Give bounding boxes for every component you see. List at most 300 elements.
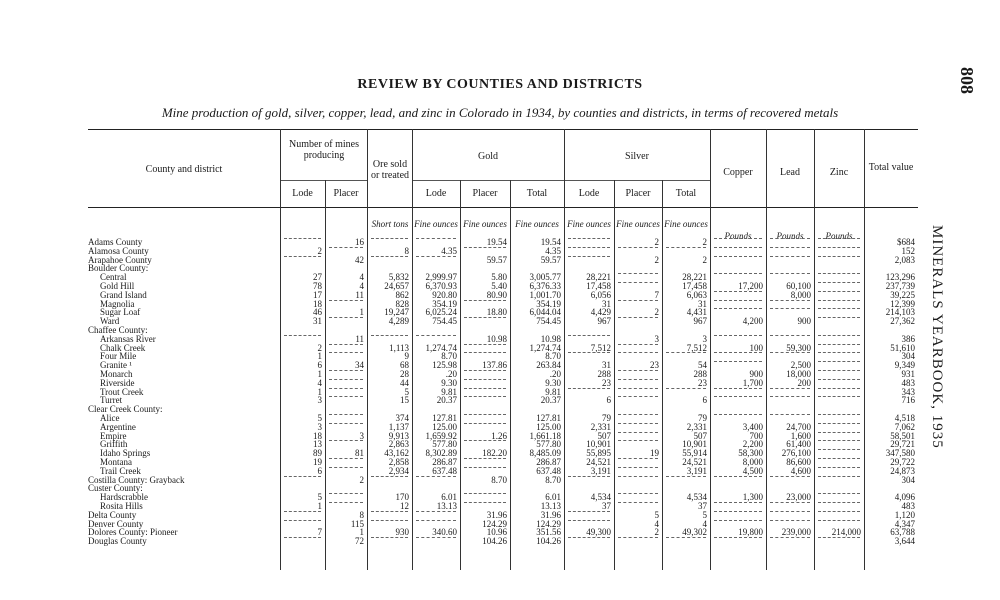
cell-lode: 31: [313, 316, 322, 327]
row-name: Turret: [100, 395, 123, 406]
cell-g-lode: 9.30: [441, 377, 457, 388]
cell-lead: 18,000: [786, 368, 811, 379]
table-row: [88, 291, 918, 300]
empty-cell-leader: [464, 317, 506, 318]
empty-cell-leader: [770, 476, 810, 477]
cell-g-total: 31.96: [540, 509, 561, 520]
cell-lode: 17: [313, 289, 322, 300]
cell-g-placer: 59.57: [486, 254, 507, 265]
cell-value: 9,349: [894, 360, 915, 371]
cell-g-placer: 80.90: [486, 289, 507, 300]
row-name: Montana: [100, 456, 132, 467]
empty-cell-leader: [329, 423, 363, 424]
cell-ore: 15: [400, 395, 409, 406]
empty-cell-leader: [770, 520, 810, 521]
cell-placer: 16: [355, 237, 364, 247]
cell-value: 63,788: [890, 527, 915, 538]
cell-value: 304: [901, 474, 915, 485]
empty-cell-leader: [568, 537, 610, 538]
cell-s-total: 54: [698, 360, 707, 371]
row-name: Gold Hill: [100, 280, 135, 291]
cell-s-placer: 2: [654, 307, 659, 318]
row-name: Sugar Loaf: [100, 307, 141, 318]
cell-s-total: 7,512: [686, 342, 707, 353]
unit-gold-lode: Fine ounces: [414, 219, 458, 229]
empty-cell-leader: [618, 352, 658, 353]
cell-s-total: 3,191: [686, 465, 707, 476]
cell-ore: 9: [404, 351, 409, 362]
cell-value: 12,399: [890, 298, 915, 309]
table-row: [88, 370, 918, 379]
cell-g-lode: 577.80: [432, 439, 457, 450]
table-row: [88, 388, 918, 397]
empty-cell-leader: [464, 300, 506, 301]
cell-s-total: 967: [693, 316, 707, 327]
empty-cell-leader: [618, 502, 658, 503]
cell-ore: 828: [395, 298, 409, 309]
cell-ore: 5,832: [388, 272, 409, 283]
empty-cell-leader: [770, 238, 810, 239]
empty-cell-leader: [714, 511, 762, 512]
row-name: Custer County:: [88, 483, 143, 494]
cell-s-lode: 49,300: [586, 527, 611, 538]
row-name: Adams County: [88, 237, 143, 247]
empty-cell-leader: [464, 414, 506, 415]
empty-cell-leader: [714, 502, 762, 503]
cell-ore: 68: [400, 360, 409, 371]
cell-value: 237,739: [885, 280, 915, 291]
cell-value: 343: [901, 386, 915, 397]
running-header: [915, 225, 975, 455]
cell-ore: 2,863: [388, 439, 409, 450]
empty-cell-leader: [666, 352, 706, 353]
cell-g-total: 754.45: [536, 316, 561, 327]
empty-cell-leader: [329, 440, 363, 441]
cell-lode: 89: [313, 448, 322, 459]
empty-cell-leader: [618, 247, 658, 248]
empty-cell-leader: [618, 396, 658, 397]
empty-cell-leader: [818, 449, 860, 450]
cell-placer: 11: [355, 333, 364, 344]
empty-cell-leader: [371, 537, 408, 538]
empty-cell-leader: [329, 458, 363, 459]
cell-s-placer: 5: [654, 509, 659, 520]
cell-ore: 5: [404, 386, 409, 397]
empty-cell-leader: [464, 370, 506, 371]
cell-value: 58,501: [890, 430, 915, 441]
row-name: Griffith: [100, 439, 128, 450]
cell-g-lode: 9.81: [441, 386, 457, 397]
cell-value: 386: [901, 333, 915, 344]
header-top-rule: [88, 129, 918, 130]
cell-s-lode: 24,521: [586, 456, 611, 467]
cell-s-total: 5: [702, 509, 707, 520]
cell-value: 304: [901, 351, 915, 362]
cell-copper: 58,300: [738, 448, 763, 459]
empty-cell-leader: [770, 335, 810, 336]
table-row: [88, 308, 918, 317]
cell-lead: 276,100: [781, 448, 811, 459]
cell-s-total: 2: [702, 254, 707, 265]
empty-cell-leader: [770, 300, 810, 301]
gold-sub-rule: [412, 180, 564, 181]
cell-s-total: 288: [693, 368, 707, 379]
empty-cell-leader: [818, 352, 860, 353]
empty-cell-leader: [818, 317, 860, 318]
empty-cell-leader: [818, 361, 860, 362]
cell-g-total: 6,376.33: [529, 280, 561, 291]
cell-lode: 2: [317, 342, 322, 353]
cell-copper: 8,000: [742, 456, 763, 467]
cell-placer: 42: [355, 254, 364, 265]
cell-g-total: 127.81: [536, 412, 561, 423]
cell-value: 39,225: [890, 289, 915, 300]
cell-copper: 700: [749, 430, 763, 441]
empty-cell-leader: [714, 352, 762, 353]
header-lead: Lead: [780, 167, 800, 178]
cell-ore: 12: [400, 500, 409, 511]
cell-placer: 1: [359, 307, 364, 318]
cell-s-lode: 37: [602, 500, 611, 511]
empty-cell-leader: [714, 247, 762, 248]
cell-s-lode: 2,331: [590, 421, 611, 432]
empty-cell-leader: [818, 388, 860, 389]
row-name: Argentine: [100, 421, 136, 432]
empty-cell-leader: [329, 467, 363, 468]
cell-copper: 17,200: [738, 280, 763, 291]
cell-s-lode: 967: [597, 316, 611, 327]
cell-s-lode: 10,901: [586, 439, 611, 450]
row-name: Ward: [100, 316, 120, 327]
row-name: Magnolia: [100, 298, 135, 309]
cell-s-total: 2: [702, 237, 707, 247]
cell-g-lode: 6.01: [441, 492, 457, 503]
cell-ore: 8: [404, 245, 409, 256]
cell-zinc: 214,000: [831, 527, 861, 538]
header-mines: Number of mines producing: [289, 139, 359, 161]
cell-g-total: 59.57: [540, 254, 561, 265]
cell-s-total: 24,521: [682, 456, 707, 467]
cell-lode: 13: [313, 439, 322, 450]
empty-cell-leader: [714, 308, 762, 309]
cell-g-total: .20: [549, 368, 561, 379]
silver-sub-rule: [564, 180, 710, 181]
cell-g-lode: 286.87: [432, 456, 457, 467]
empty-cell-leader: [770, 273, 810, 274]
cell-lead: 24,700: [786, 421, 811, 432]
empty-cell-leader: [666, 388, 706, 389]
empty-cell-leader: [329, 344, 363, 345]
empty-cell-leader: [618, 467, 658, 468]
header-silver-lode: Lode: [578, 188, 600, 199]
cell-s-lode: 7,512: [590, 342, 611, 353]
empty-cell-leader: [464, 344, 506, 345]
row-name: Douglas County: [88, 536, 147, 547]
row-name: Trail Creek: [100, 465, 141, 476]
cell-lode: 6: [317, 360, 322, 371]
cell-placer: 4: [359, 272, 364, 283]
cell-g-lode: 1,274.74: [425, 342, 457, 353]
empty-cell-leader: [714, 396, 762, 397]
cell-g-placer: 5.80: [491, 272, 507, 283]
empty-cell-leader: [371, 335, 408, 336]
cell-copper: 100: [749, 342, 763, 353]
cell-s-lode: 6,056: [590, 289, 611, 300]
empty-cell-leader: [284, 520, 321, 521]
cell-lode: 4: [317, 377, 322, 388]
cell-s-placer: 23: [650, 360, 659, 371]
cell-lode: 18: [313, 430, 322, 441]
cell-s-total: 79: [698, 412, 707, 423]
empty-cell-leader: [714, 238, 762, 239]
cell-ore: 1,113: [389, 342, 409, 353]
cell-ore: 24,657: [384, 280, 409, 291]
cell-g-total: 286.87: [536, 456, 561, 467]
empty-cell-leader: [284, 476, 321, 477]
header-gold-placer: Placer: [472, 188, 498, 199]
cell-copper: 1,300: [742, 492, 763, 503]
cell-ore: 2,858: [388, 456, 409, 467]
row-name: Central: [100, 272, 127, 283]
cell-lode: 5: [317, 492, 322, 503]
cell-s-placer: 7: [654, 289, 659, 300]
empty-cell-leader: [818, 379, 860, 380]
table-row: [88, 493, 918, 502]
cell-g-total: 3,005.77: [529, 272, 561, 283]
cell-g-placer: 124.29: [482, 518, 507, 529]
cell-s-total: 37: [698, 500, 707, 511]
unit-silver-total: Fine ounces: [664, 219, 708, 229]
cell-value: 483: [901, 377, 915, 388]
header-silver-total: Total: [675, 188, 697, 199]
cell-value: 152: [901, 245, 915, 256]
cell-s-total: 28,221: [682, 272, 707, 283]
cell-placer: 81: [355, 448, 364, 459]
cell-g-placer: 31.96: [486, 509, 507, 520]
cell-s-total: 4,431: [686, 307, 707, 318]
cell-s-total: 10,901: [682, 439, 707, 450]
empty-cell-leader: [568, 238, 610, 239]
empty-cell-leader: [818, 282, 860, 283]
sub-header-rule: [280, 180, 367, 181]
cell-ore: 170: [395, 492, 409, 503]
cell-copper: 19,800: [738, 527, 763, 538]
unit-silver-lode: Fine ounces: [567, 219, 611, 229]
empty-cell-leader: [329, 247, 363, 248]
cell-g-placer: 18.80: [486, 307, 507, 318]
empty-cell-leader: [770, 511, 810, 512]
cell-s-placer: 3: [654, 333, 659, 344]
empty-cell-leader: [818, 432, 860, 433]
cell-g-total: 8,485.09: [529, 448, 561, 459]
cell-g-total: 10.98: [540, 333, 561, 344]
cell-placer: 8: [359, 509, 364, 520]
cell-placer: 4: [359, 280, 364, 291]
empty-cell-leader: [568, 388, 610, 389]
empty-cell-leader: [416, 511, 456, 512]
cell-s-placer: 2: [654, 527, 659, 538]
cell-g-lode: 4.35: [441, 245, 457, 256]
empty-cell-leader: [416, 476, 456, 477]
cell-placer: 2: [359, 474, 364, 485]
row-name: Denver County: [88, 518, 144, 529]
cell-lode: 1: [317, 386, 322, 397]
row-name: Riverside: [100, 377, 135, 388]
empty-cell-leader: [371, 520, 408, 521]
cell-g-total: 8.70: [545, 351, 561, 362]
cell-lode: 19: [313, 456, 322, 467]
empty-cell-leader: [770, 502, 810, 503]
empty-cell-leader: [329, 388, 363, 389]
table-row: [88, 317, 918, 326]
cell-ore: 930: [395, 527, 409, 538]
cell-s-lode: 288: [597, 368, 611, 379]
row-name: Grand Island: [100, 289, 147, 300]
empty-cell-leader: [714, 273, 762, 274]
table-row: [88, 396, 918, 405]
cell-s-total: 6,063: [686, 289, 707, 300]
empty-cell-leader: [568, 476, 610, 477]
table-row: [88, 256, 918, 265]
cell-g-lode: 754.45: [432, 316, 457, 327]
row-name: Dolores County: Pioneer: [88, 527, 178, 538]
cell-g-total: 124.29: [536, 518, 561, 529]
cell-s-lode: 4,429: [590, 307, 611, 318]
empty-cell-leader: [818, 520, 860, 521]
cell-value: 123,296: [885, 272, 915, 283]
empty-cell-leader: [714, 537, 762, 538]
table-body: [88, 238, 918, 546]
empty-cell-leader: [618, 458, 658, 459]
empty-cell-leader: [329, 414, 363, 415]
cell-lead: 239,000: [781, 527, 811, 538]
empty-cell-leader: [818, 291, 860, 292]
empty-cell-leader: [818, 308, 860, 309]
empty-cell-leader: [568, 352, 610, 353]
cell-lode: 1: [317, 368, 322, 379]
empty-cell-leader: [714, 291, 762, 292]
cell-lead: 86,600: [786, 456, 811, 467]
header-ore: Ore sold or treated: [370, 159, 410, 181]
cell-placer: 115: [350, 518, 364, 529]
empty-cell-leader: [818, 300, 860, 301]
cell-g-placer: 10.96: [486, 527, 507, 538]
empty-cell-leader: [464, 352, 506, 353]
cell-value: 1,120: [894, 509, 915, 520]
empty-cell-leader: [818, 238, 860, 239]
cell-g-total: 13.13: [540, 500, 561, 511]
cell-copper: 3,400: [742, 421, 763, 432]
row-name: Delta County: [88, 509, 137, 520]
cell-g-placer: 8.70: [491, 474, 507, 485]
row-name: Arapahoe County: [88, 254, 152, 265]
page-heading: REVIEW BY COUNTIES AND DISTRICTS: [357, 77, 643, 92]
cell-lead: 4,600: [790, 465, 811, 476]
cell-g-lode: 354.19: [432, 298, 457, 309]
unit-silver-placer: Fine ounces: [616, 219, 660, 229]
cell-g-placer: 10.98: [486, 333, 507, 344]
empty-cell-leader: [371, 476, 408, 477]
empty-cell-leader: [714, 300, 762, 301]
empty-cell-leader: [371, 256, 408, 257]
cell-value: 4,096: [894, 492, 915, 503]
unit-zinc: Pounds: [825, 231, 853, 241]
empty-cell-leader: [618, 273, 658, 274]
empty-cell-leader: [568, 335, 610, 336]
empty-cell-leader: [618, 432, 658, 433]
empty-cell-leader: [464, 440, 506, 441]
cell-s-total: 23: [698, 377, 707, 388]
cell-g-total: 8.70: [545, 474, 561, 485]
unit-ore: Short tons: [371, 219, 409, 229]
empty-cell-leader: [618, 300, 658, 301]
cell-lode: 2: [317, 245, 322, 256]
empty-cell-leader: [818, 423, 860, 424]
empty-cell-leader: [666, 476, 706, 477]
cell-ore: 1,137: [388, 421, 409, 432]
table-caption: Mine production of gold, silver, copper, lead, and zinc in Colorado in 1934, by counties and districts, in terms of recovered metals: [161, 105, 839, 120]
row-name: Rosita Hills: [100, 500, 143, 511]
cell-ore: 862: [395, 289, 409, 300]
empty-cell-leader: [371, 238, 408, 239]
cell-s-placer: 2: [654, 254, 659, 265]
cell-value: 51,610: [890, 342, 915, 353]
empty-cell-leader: [818, 335, 860, 336]
cell-g-total: 4.35: [545, 245, 561, 256]
empty-cell-leader: [329, 317, 363, 318]
empty-cell-leader: [464, 379, 506, 380]
cell-s-lode: 4,534: [590, 492, 611, 503]
empty-cell-leader: [464, 502, 506, 503]
cell-s-lode: 23: [602, 377, 611, 388]
empty-cell-leader: [618, 493, 658, 494]
cell-g-total: 1,001.70: [529, 289, 561, 300]
cell-g-placer: 19.54: [486, 237, 507, 247]
page-number: 808: [957, 67, 977, 94]
cell-value: $684: [897, 237, 915, 247]
empty-cell-leader: [666, 247, 706, 248]
empty-cell-leader: [416, 256, 456, 257]
cell-lead: 60,100: [786, 280, 811, 291]
empty-cell-leader: [464, 247, 506, 248]
cell-lead: 23,000: [786, 492, 811, 503]
empty-cell-leader: [618, 344, 658, 345]
cell-s-total: 2,331: [686, 421, 707, 432]
cell-g-placer: 137.86: [482, 360, 507, 371]
cell-value: 347,580: [885, 448, 915, 459]
empty-cell-leader: [416, 520, 456, 521]
empty-cell-leader: [464, 458, 506, 459]
empty-cell-leader: [818, 440, 860, 441]
empty-cell-leader: [618, 379, 658, 380]
cell-g-lode: 920.80: [432, 289, 457, 300]
header-mines-lode: Lode: [292, 188, 313, 199]
table-row: [88, 379, 918, 388]
cell-s-lode: 55,895: [586, 448, 611, 459]
empty-cell-leader: [818, 493, 860, 494]
cell-g-total: 263.84: [536, 360, 561, 371]
row-name: Chalk Creek: [100, 342, 146, 353]
cell-g-lode: 6,025.24: [425, 307, 457, 318]
cell-g-lode: 340.60: [432, 527, 457, 538]
cell-g-total: 19.54: [540, 237, 561, 247]
cell-ore: 4,289: [388, 316, 409, 327]
header-silver-placer: Placer: [625, 188, 651, 199]
cell-g-total: 9.81: [545, 386, 561, 397]
cell-g-total: 637.48: [536, 465, 561, 476]
empty-cell-leader: [818, 476, 860, 477]
empty-cell-leader: [714, 476, 762, 477]
